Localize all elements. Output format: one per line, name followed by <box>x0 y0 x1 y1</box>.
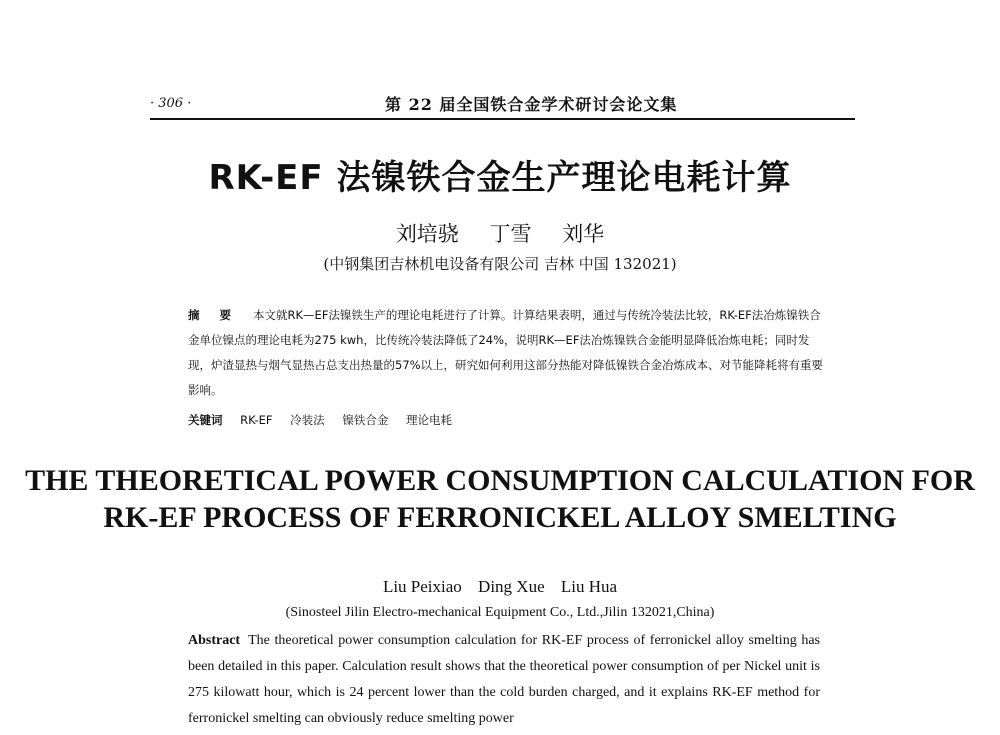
affiliation-cn: (中钢集团吉林机电设备有限公司 吉林 中国 132021) <box>323 255 677 273</box>
authors-en <box>0 577 1000 597</box>
keyword: RK-EF <box>240 413 273 427</box>
author-cn: 刘华 <box>562 222 605 246</box>
keywords-cn-label: 关键词 <box>188 413 223 427</box>
abstract-cn <box>188 303 828 403</box>
keyword: 理论电耗 <box>405 413 452 427</box>
paper-title-cn: RK-EF 法镍铁合金生产理论电耗计算 <box>208 158 792 198</box>
abstract-en-label: Abstract <box>188 633 241 648</box>
keyword: 镍铁合金 <box>342 413 389 427</box>
abstract-cn-label: 摘 要 <box>188 308 240 322</box>
author-en: Liu Hua <box>560 577 618 596</box>
running-header <box>150 92 855 120</box>
author-cn: 丁雪 <box>489 222 532 246</box>
keywords-cn <box>188 412 828 428</box>
journal-title: 第 22 届全国铁合金学术研讨会论文集 <box>385 95 678 114</box>
affiliation-en: (Sinosteel Jilin Electro-mechanical Equipment Co., Ltd.,Jilin 132021,China) <box>285 605 715 620</box>
keyword: 冷装法 <box>290 413 325 427</box>
paper-title-en: THE THEORETICAL POWER CONSUMPTION CALCULATION FOR RK-EF PROCESS OF FERRONICKEL ALLOY SMELTING <box>25 464 975 534</box>
author-cn: 刘培骁 <box>395 222 459 246</box>
author-en: Ding Xue <box>478 577 545 596</box>
abstract-en <box>188 628 820 732</box>
abstract-cn-text: 本文就RK—EF法镍铁生产的理论电耗进行了计算。计算结果表明，通过与传统冷装法比较，RK-EF法冶炼镍铁合金单位镍点的理论电耗为275 kwh，比传统冷装法降低了24%，说明RK—EF法冶炼镍铁合金能明显降低冶炼电耗；同时发现，炉渣显热与烟气显热占总支出热量的57%以上，研究如何利用这部分热能对降低镍铁合金冶炼成本、对节能降耗将有重要影响。 <box>188 308 824 397</box>
page-number: · 306 · <box>150 96 192 111</box>
authors-cn <box>0 218 1000 248</box>
abstract-en-text: The theoretical power consumption calculation for RK-EF process of ferronickel alloy smelting has been detailed in this paper. Calculation result shows that the theoretical power consumption of per Nickel unit is 275 kilowatt hour, which is 24 percent lower than the cold burden charged, and it explains RK-EF method for ferronickel smelting can obviously reduce smelting power <box>188 633 820 726</box>
author-en: Liu Peixiao <box>382 577 462 596</box>
